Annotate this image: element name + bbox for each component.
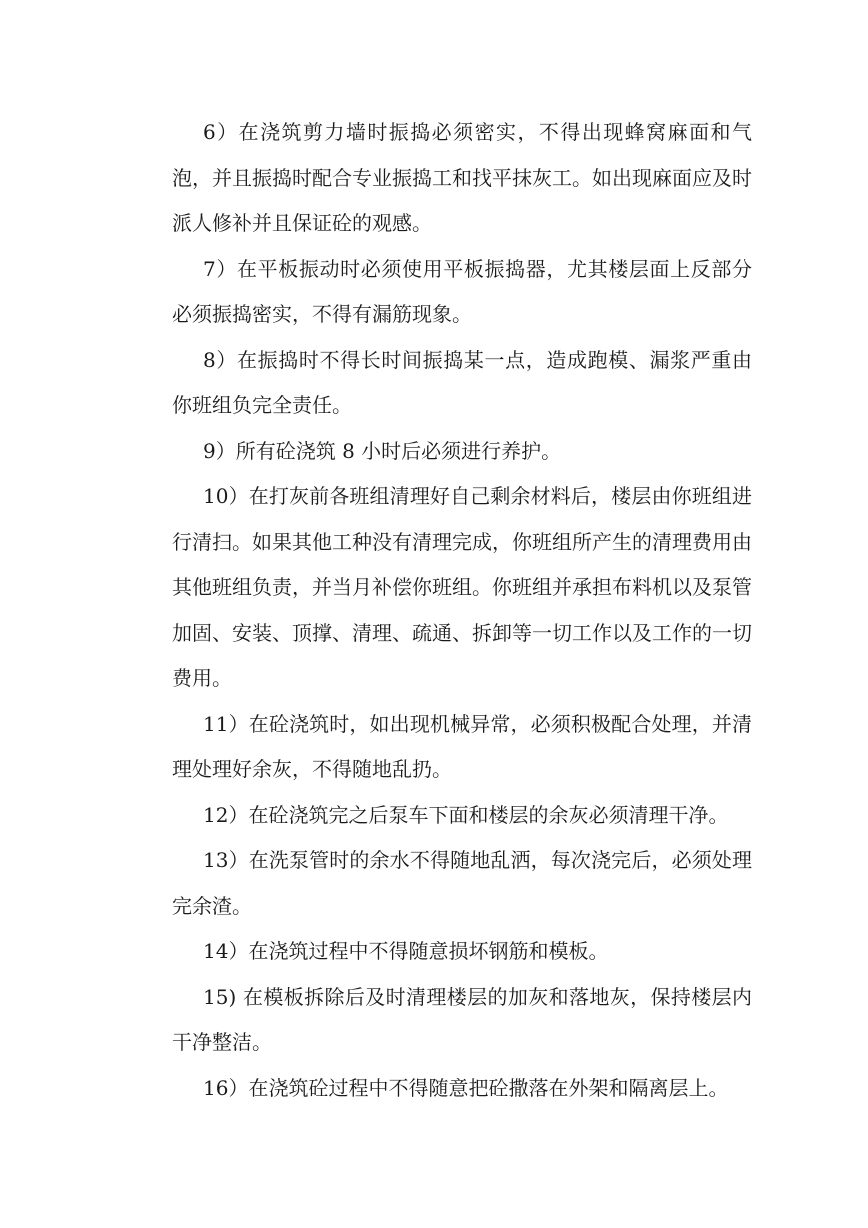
paragraph-item-10: 10）在打灰前各班组清理好自己剩余材料后，楼层由你班组进行清扫。如果其他工种没有清理完成，你班组所产生的清理费用由其他班组负责，并当月补偿你班组。你班组并承担布料机以及泵管加固、安装、顶撑、清理、疏通、拆卸等一切工作以及工作的一切费用。 xyxy=(172,484,752,690)
paragraph-item-9: 9）所有砼浇筑 8 小时后必须进行养护。 xyxy=(203,438,562,463)
paragraph-item-7: 7）在平板振动时必须使用平板振捣器，尤其楼层面上反部分必须振捣密实，不得有漏筋现象。 xyxy=(172,256,752,326)
paragraph-item-15: 15) 在模板拆除后及时清理楼层的加灰和落地灰，保持楼层内干净整洁。 xyxy=(172,984,752,1054)
paragraph-item-14: 14）在浇筑过程中不得随意损坏钢筋和模板。 xyxy=(203,939,609,963)
paragraph-item-11: 11）在砼浇筑时，如出现机械异常，必须积极配合处理，并清理处理好余灰，不得随地乱扔。 xyxy=(172,711,752,781)
paragraph-item-8: 8）在振捣时不得长时间振捣某一点，造成跑模、漏浆严重由你班组负完全责任。 xyxy=(172,347,752,417)
paragraph-item-6: 6）在浇筑剪力墙时振捣必须密实，不得出现蜂窝麻面和气泡，并且振捣时配合专业振捣工和找平抹灰工。如出现麻面应及时派人修补并且保证砼的观感。 xyxy=(172,120,752,235)
paragraph-item-12: 12）在砼浇筑完之后泵车下面和楼层的余灰必须清理干净。 xyxy=(203,802,729,827)
document-body xyxy=(172,110,752,1111)
paragraph-item-13: 13）在洗泵管时的余水不得随地乱洒，每次浇完后，必须处理完余渣。 xyxy=(172,848,752,918)
paragraph-item-16: 16）在浇筑砼过程中不得随意把砼撒落在外架和隔离层上。 xyxy=(203,1075,729,1100)
